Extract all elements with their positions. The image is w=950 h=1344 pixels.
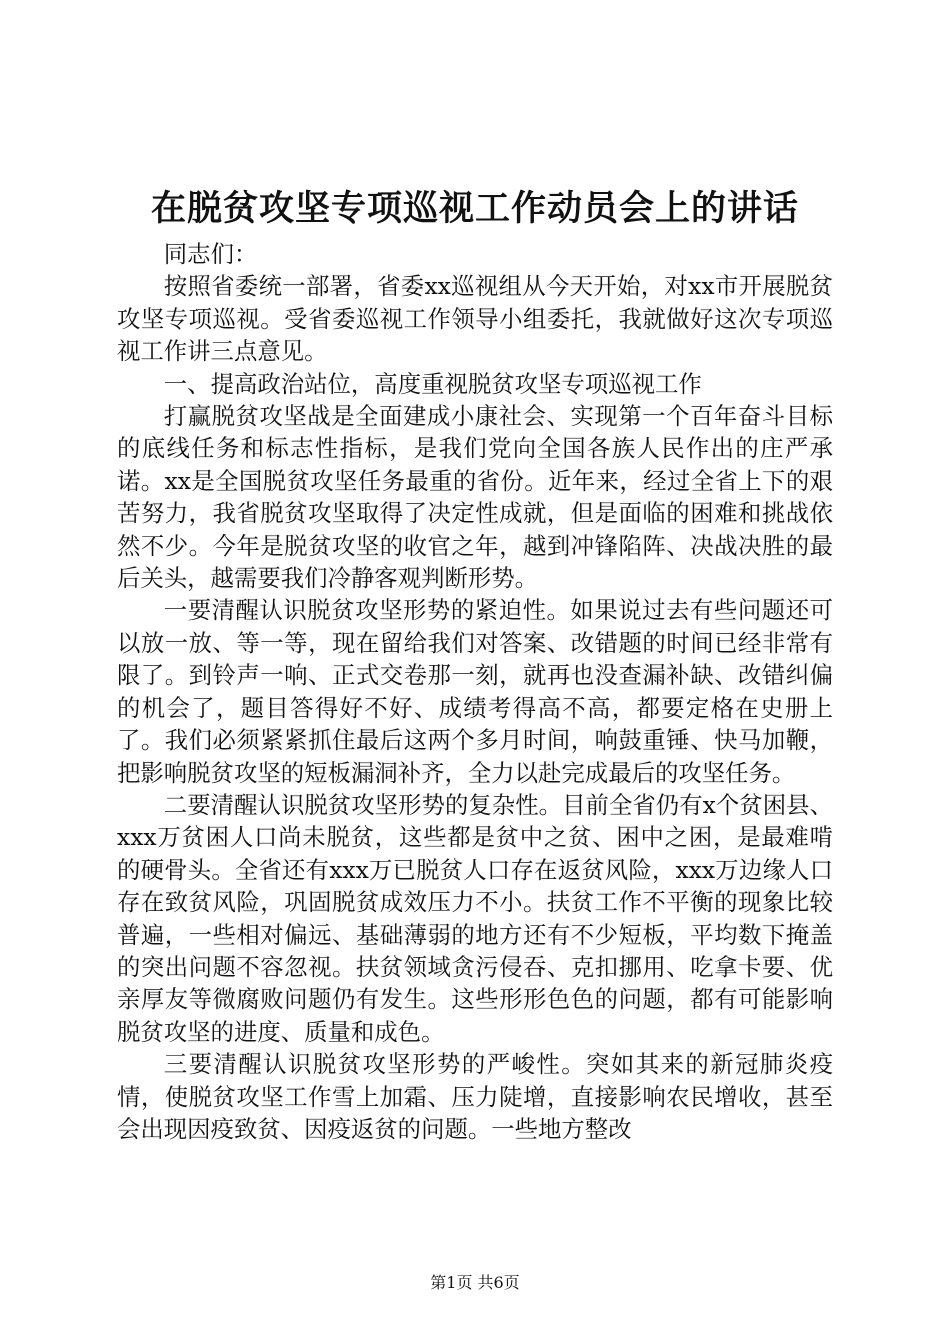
section-heading: 一、提高政治站位，高度重视脱贫攻坚专项巡视工作	[163, 369, 702, 398]
body-paragraph: 二要清醒认识脱贫攻坚形势的复杂性。目前全省仍有x个贫困县、xxx万贫困人口尚未脱贫，这些都是贫中之贫、困中之困，是最难啃的硬骨头。全省还有xxx万已脱贫人口存在返贫风险，xxx万边缘人口存在致贫风险，巩固脱贫成效压力不小。扶贫工作不平衡的现象比较普遍，一些相对偏远、基础薄弱的地方还有不少短板，平均数下掩盖的突出问题不容忽视。扶贫领域贪污侵吞、克扣挪用、吃拿卡要、优亲厚友等微腐败问题仍有发生。这些形形色色的问题，都有可能影响脱贫攻坚的进度、质量和成色。	[117, 790, 833, 1046]
salutation-paragraph: 同志们：	[163, 240, 258, 268]
body-paragraph: 打赢脱贫攻坚战是全面建成小康社会、实现第一个百年奋斗目标的底线任务和标志性指标，是我们党向全国各族人民作出的庄严承诺。xx是全国脱贫攻坚任务最重的省份。近年来，经过全省上下的艰苦努力，我省脱贫攻坚取得了决定性成就，但是面临的困难和挑战依然不少。今年是脱贫攻坚的收官之年，越到冲锋陷阵、决战决胜的最后关头，越需要我们冷静客观判断形势。	[117, 402, 833, 593]
document-body	[117, 238, 833, 1145]
document-title: 在脱贫攻坚专项巡视工作动员会上的讲话	[150, 188, 799, 229]
page-footer: 第1页 共6页	[430, 1273, 520, 1292]
body-paragraph: 按照省委统一部署，省委xx巡视组从今天开始，对xx市开展脱贫攻坚专项巡视。受省委巡视工作领导小组委托，我就做好这次专项巡视工作讲三点意见。	[117, 272, 833, 366]
body-paragraph: 三要清醒认识脱贫攻坚形势的严峻性。突如其来的新冠肺炎疫情，使脱贫攻坚工作雪上加霜、压力陡增，直接影响农民增收，甚至会出现因疫致贫、因疫返贫的问题。一些地方整改	[117, 1050, 833, 1143]
body-paragraph: 一要清醒认识脱贫攻坚形势的紧迫性。如果说过去有些问题还可以放一放、等一等，现在留给我们对答案、改错题的时间已经非常有限了。到铃声一响、正式交卷那一刻，就再也没查漏补缺、改错纠偏的机会了，题目答得好不好、成绩考得高不高，都要定格在史册上了。我们必须紧紧抓住最后这两个多月时间，响鼓重锤、快马加鞭，把影响脱贫攻坚的短板漏洞补齐，全力以赴完成最后的攻坚任务。	[117, 596, 833, 787]
